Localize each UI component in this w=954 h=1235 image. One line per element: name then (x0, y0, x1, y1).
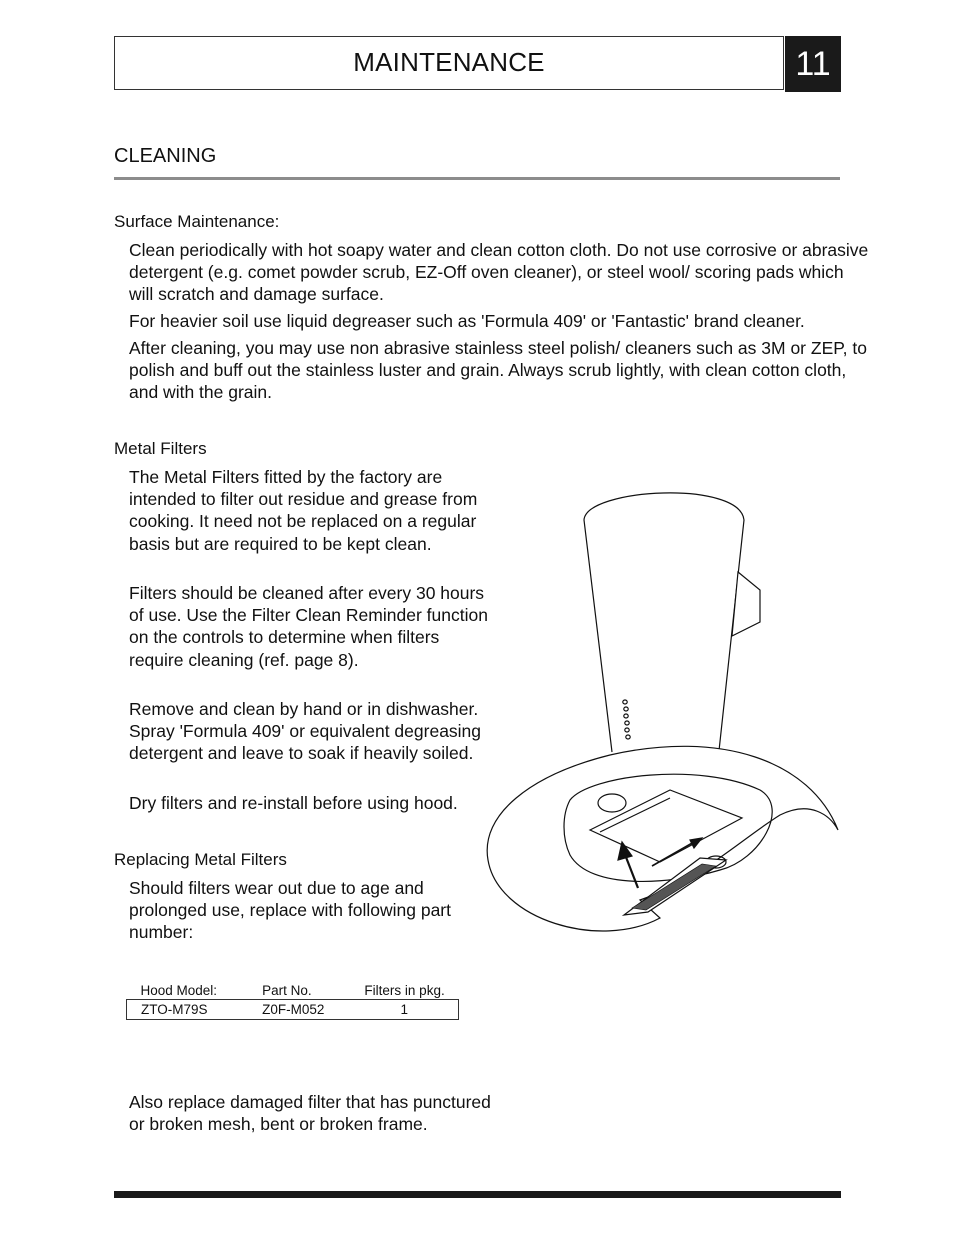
table-row (127, 1000, 459, 1020)
page-number: 11 (785, 36, 841, 92)
parts-header-part: Part No. (262, 982, 312, 998)
metal-filters-paragraph-1: The Metal Filters fitted by the factory are intended to filter out residue and grease from cooking. It need not be replaced on a regular basis but are required to be kept clean. (129, 467, 478, 554)
range-hood-illustration (480, 480, 850, 970)
parts-cell-qty: 1 (351, 1000, 459, 1020)
replacing-paragraph-1: Should filters wear out due to age and prolonged use, replace with following part number: (129, 878, 451, 943)
metal-filters-paragraph-4: Dry filters and re-install before using hood. (129, 793, 458, 813)
parts-cell-part: Z0F-M052 (248, 1000, 350, 1020)
parts-header-qty: Filters in pkg. (364, 982, 445, 998)
parts-header-model: Hood Model: (140, 982, 218, 998)
metal-filters-paragraph-2: Filters should be cleaned after every 30 hours of use. Use the Filter Clean Reminder function on the controls to determine when filters require cleaning (ref. page 8). (129, 583, 488, 670)
section-title: CLEANING (114, 145, 217, 167)
metal-filters-heading: Metal Filters (114, 439, 207, 458)
replacing-paragraph-2: Also replace damaged filter that has punctured or broken mesh, bent or broken frame. (129, 1092, 491, 1135)
parts-table-header (127, 981, 459, 1000)
section-divider (114, 177, 840, 180)
hood-chimney (584, 493, 744, 760)
metal-filters-paragraph-3: Remove and clean by hand or in dishwasher. Spray 'Formula 409' or equivalent degreasing detergent and leave to soak if heavily soiled. (129, 699, 482, 764)
page-title: MAINTENANCE (353, 47, 545, 77)
surface-paragraph-3: After cleaning, you may use non abrasive stainless steel polish/ cleaners such as 3M or ZEP, to polish and buff out the stainless luster and grain. Always scrub lightly, with clean cotton cloth, and with the grain. (129, 338, 867, 403)
header-box (114, 36, 784, 90)
surface-paragraph-1: Clean periodically with hot soapy water and clean cotton cloth. Do not use corrosive or abrasive detergent (e.g. comet powder scrub, EZ-Off oven cleaner), or steel wool/ scoring pads which will scratch and damage surface. (129, 240, 869, 305)
surface-maintenance-heading: Surface Maintenance: (114, 212, 280, 231)
replacing-filters-heading: Replacing Metal Filters (114, 850, 287, 869)
surface-paragraph-2: For heavier soil use liquid degreaser such as 'Formula 409' or 'Fantastic' brand cleaner. (129, 311, 805, 331)
footer-rule (114, 1191, 841, 1198)
parts-cell-model: ZTO-M79S (127, 1000, 249, 1020)
parts-table (126, 981, 459, 1020)
